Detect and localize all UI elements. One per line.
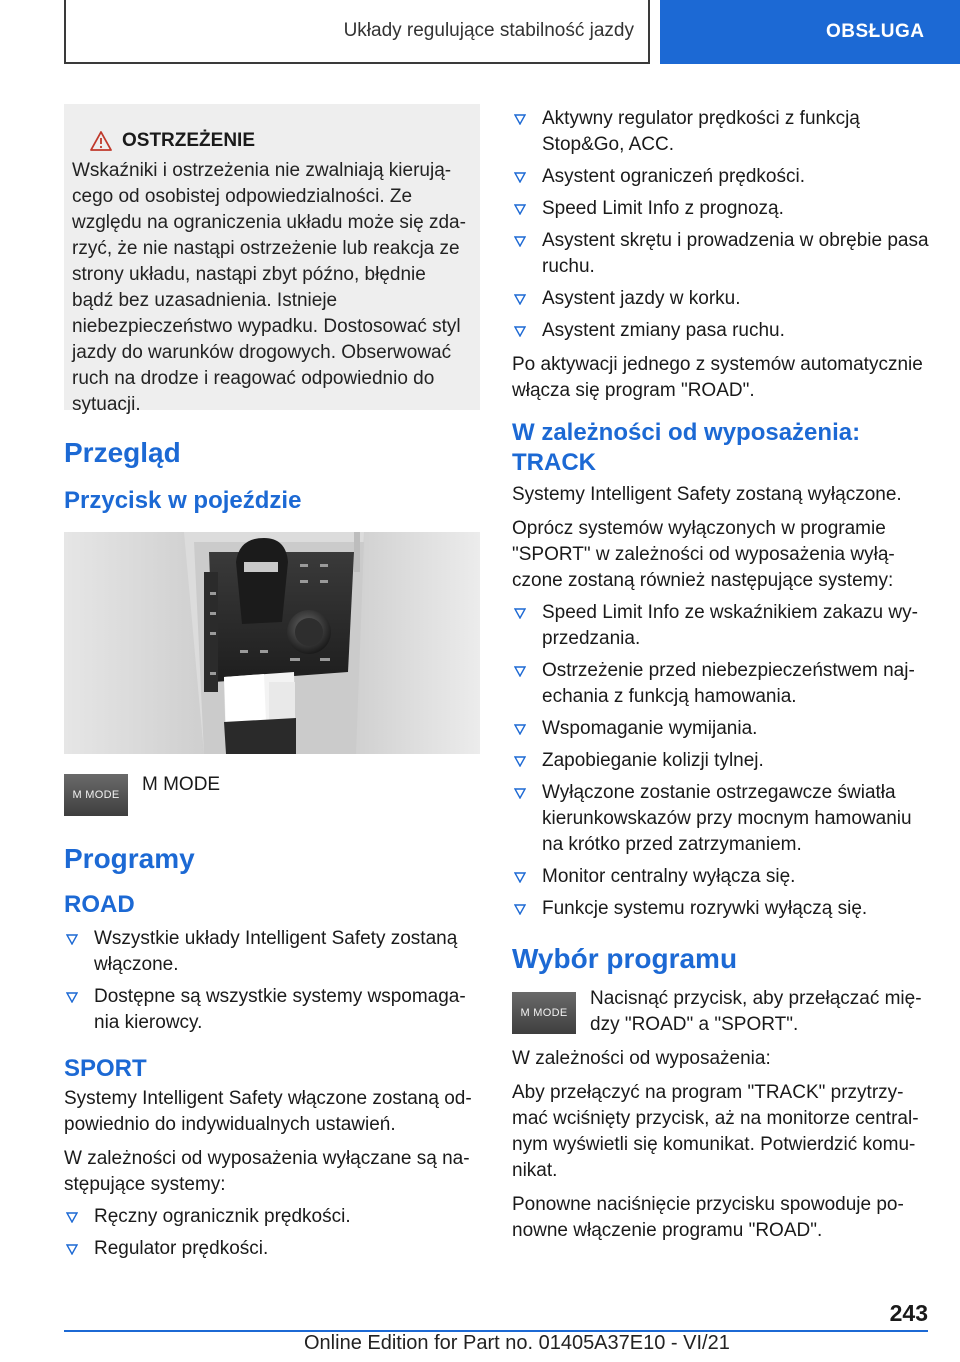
edition-note: Online Edition for Part no. 01405A37E10 - VI/21: [304, 1332, 730, 1354]
track-paragraph-1: Systemy Intelligent Safety zostaną wyłączone.: [512, 484, 902, 505]
select-paragraph-2: Aby przełączyć na program "TRACK" przytrzymać wciśnięty przycisk, aż na monitorze centralnym wyświetli się komunikat. Potwierdzić komunikat.: [512, 1082, 919, 1181]
list-item: Speed Limit Info ze wskaźnikiem zakazu wyprzedzania.: [512, 600, 930, 652]
road-auto-note: Po aktywacji jednego z systemów automatycznie włącza się program "ROAD".: [512, 354, 923, 401]
button-subheading: Przycisk w pojeździe: [64, 487, 302, 514]
center-console-photo: [64, 532, 480, 754]
section-tab: OBSŁUGA: [660, 0, 960, 64]
triangle-bullet-icon: [514, 114, 526, 125]
sport-list: [64, 1204, 480, 1262]
triangle-bullet-icon: [66, 1244, 78, 1255]
select-button-text: Nacisnąć przycisk, aby przełączać między "ROAD" a "SPORT".: [590, 988, 922, 1035]
sport-paragraph-2: W zależności od wyposażenia wyłączane są następujące systemy:: [64, 1148, 470, 1195]
warning-title: OSTRZEŻENIE: [122, 130, 256, 151]
left-column: [64, 104, 480, 1262]
program-select-heading: Wybór programu: [512, 943, 738, 974]
triangle-bullet-icon: [66, 992, 78, 1003]
triangle-bullet-icon: [514, 724, 526, 735]
track-list: [512, 600, 930, 922]
road-heading: ROAD: [64, 891, 135, 918]
mmode-legend: [64, 772, 480, 816]
triangle-bullet-icon: [514, 608, 526, 619]
list-item: Ręczny ogranicznik prędkości.: [64, 1204, 480, 1230]
list-item: Asystent skrętu i prowadzenia w obrębie pasa ruchu.: [512, 228, 930, 280]
triangle-bullet-icon: [514, 756, 526, 767]
right-column: [512, 100, 930, 1244]
triangle-bullet-icon: [66, 934, 78, 945]
warning-text: Wskaźniki i ostrzeżenia nie zwalniają kierującego od osobistej odpowiedzialności. Ze względu na ograniczenia układu może się zdarzyć, że nie nastąpi ostrzeżenie lub reakcja ze strony układu, nastąpi zbyt późno, błędnie bądź bez uzasadnienia. Istnieje niebezpieczeństwo wypadku. Dostosować styl jazdy do warunków drogowych. Obserwować ruch na drodze i reagować odpowiednio do sytuacji.: [72, 160, 466, 415]
warning-triangle-icon: [90, 131, 112, 151]
page-number: 243: [889, 1300, 928, 1326]
list-item: Speed Limit Info z prognozą.: [512, 196, 930, 222]
sport-paragraph-1: Systemy Intelligent Safety włączone zostaną odpowiednio do indywidualnych ustawień.: [64, 1088, 472, 1135]
m-mode-button-icon: M MODE: [512, 992, 576, 1034]
triangle-bullet-icon: [514, 236, 526, 247]
warning-heading: [90, 130, 470, 152]
chapter-title: Układy regulujące stabilność jazdy: [64, 0, 650, 64]
triangle-bullet-icon: [66, 1212, 78, 1223]
console-illustration: [64, 532, 480, 754]
triangle-bullet-icon: [514, 872, 526, 883]
list-item: Aktywny regulator prędkości z funkcją Stop&Go, ACC.: [512, 106, 930, 158]
list-item: Asystent jazdy w korku.: [512, 286, 930, 312]
sport-list-continued: [512, 106, 930, 344]
list-item: Wspomaganie wymijania.: [512, 716, 930, 742]
triangle-bullet-icon: [514, 294, 526, 305]
list-item: Funkcje systemu rozrywki wyłączą się.: [512, 896, 930, 922]
list-item: Asystent ograniczeń prędkości.: [512, 164, 930, 190]
track-paragraph-2: Oprócz systemów wyłączonych w programie "SPORT" w zależności od wyposażenia wyłączone zostaną również następujące systemy:: [512, 518, 895, 591]
list-item: Wyłączone zostanie ostrzegawcze światła kierunkowskazów przy mocnym hamowaniu na krótko przed zatrzymaniem.: [512, 780, 930, 858]
triangle-bullet-icon: [514, 172, 526, 183]
track-heading: W zależności od wyposażenia: TRACK: [512, 419, 861, 476]
road-list: [64, 926, 480, 1036]
programs-heading: Programy: [64, 843, 195, 874]
list-item: Wszystkie układy Intelligent Safety zostaną włączone.: [64, 926, 480, 978]
triangle-bullet-icon: [514, 326, 526, 337]
triangle-bullet-icon: [514, 788, 526, 799]
list-item: Asystent zmiany pasa ruchu.: [512, 318, 930, 344]
select-paragraph-3: Ponowne naciśnięcie przycisku spowoduje ponowne włączenie programu "ROAD".: [512, 1194, 904, 1241]
page-header: [64, 0, 960, 64]
list-item: Ostrzeżenie przed niebezpieczeństwem najechania z funkcją hamowania.: [512, 658, 930, 710]
list-item: Zapobieganie kolizji tylnej.: [512, 748, 930, 774]
select-button-row: [512, 986, 930, 1038]
list-item: Dostępne są wszystkie systemy wspomagania kierowcy.: [64, 984, 480, 1036]
overview-heading: Przegląd: [64, 437, 181, 468]
list-item: Regulator prędkości.: [64, 1236, 480, 1262]
select-paragraph-1: W zależności od wyposażenia:: [512, 1048, 771, 1069]
list-item: Monitor centralny wyłącza się.: [512, 864, 930, 890]
m-mode-label: M MODE: [142, 774, 221, 795]
triangle-bullet-icon: [514, 666, 526, 677]
triangle-bullet-icon: [514, 204, 526, 215]
sport-heading: SPORT: [64, 1055, 147, 1082]
m-mode-button-icon: M MODE: [64, 774, 128, 816]
triangle-bullet-icon: [514, 904, 526, 915]
warning-box: [64, 104, 480, 415]
